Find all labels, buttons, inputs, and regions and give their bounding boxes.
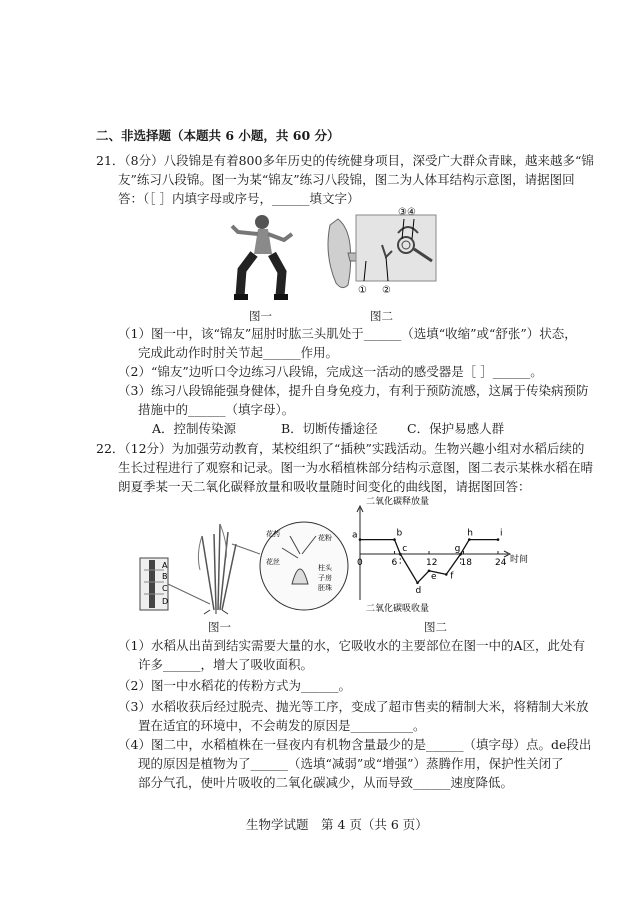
flower-label-pollen: 花粉: [318, 534, 332, 542]
chart-point-label-b: b: [396, 528, 403, 539]
q22-sub3-line2: 置在适宜的环境中，不会萌发的原因是__________。: [138, 718, 426, 733]
q22-sub4-line3: 部分气孔，使叶片吸收的二氧化碳减少，从而导致______速度降低。: [138, 775, 514, 790]
q22-fig1-caption: 图一: [208, 620, 231, 634]
chart-point-label-g: g: [454, 544, 461, 554]
root-label-d: D: [162, 597, 169, 606]
q21-sub1-line1: （1）图一中，该“锦友”屈肘时肱三头肌处于______（选填“收缩”或“舒张”）状态，: [118, 326, 577, 341]
q21-line3: 答：（［ ］内填字母或序号，______填文字）: [118, 191, 360, 206]
ear-label-1: ①: [358, 285, 367, 296]
q21-option-c: C．保护易感人群: [407, 421, 505, 436]
q22-sub4-line1: （4）图二中，水稻植株在一昼夜内有机物含量最少的是______（填字母）点。de段出: [118, 737, 592, 752]
q21-sub1-line2: 完成此动作时肘关节起______作用。: [138, 345, 339, 360]
chart-point-label-d: d: [415, 585, 422, 596]
chart-xlabel: 时间: [510, 555, 529, 565]
chart-axes: [357, 506, 510, 600]
chart-point-label-a: a: [352, 530, 358, 541]
q22-co2-chart: [350, 494, 538, 618]
chart-point-label-c: c: [402, 544, 408, 554]
q22-sub1-line2: 许多______，增大了吸收面积。: [138, 657, 314, 672]
chart-tick-label-24: 24: [495, 558, 507, 568]
q22-sub3-line1: （3）水稻收获后经过脱壳、抛光等工序，变成了超市售卖的精制大米，将精制大米放: [118, 699, 589, 714]
chart-point-h: [468, 538, 471, 541]
root-label-a: A: [162, 561, 168, 570]
q22-line3: 朗夏季某一天二氧化碳释放量和吸收量随时间变化的曲线图，请据图回答：: [118, 479, 531, 494]
chart-point-i: [497, 538, 500, 541]
root-label-c: C: [162, 584, 168, 593]
flower-label-stigma: 柱头: [318, 564, 332, 572]
q21-sub3-line1: （3）练习八段锦能强身健体，提升自身免疫力，有利于预防流感，这属于传染病预防: [118, 383, 589, 398]
q21-sub2: （2）“锦友”边听口令边练习八段锦，完成这一活动的感受器是［ ］______。: [118, 364, 543, 379]
q22-sub1-line1: （1）水稻从出苗到结实需要大量的水，它吸收水的主要部位在图一中的A区，此处有: [118, 638, 585, 653]
chart-point-label-h: h: [467, 528, 473, 539]
chart-point-f: [445, 573, 448, 576]
chart-point-label-f: f: [450, 571, 454, 582]
q21-fig1-caption: 图一: [249, 309, 272, 323]
chart-tick-label-18: 18: [460, 558, 472, 568]
chart-point-b: [393, 538, 396, 541]
chart-segment-fg: [446, 554, 460, 574]
q21-figure1-person: [228, 212, 300, 304]
q22-line1: 22．（12分）为加强劳动教育，某校组织了“插秧”实践活动。生物兴趣小组对水稻后续的: [96, 441, 585, 456]
section-title: 二、非选择题（本题共 6 小题，共 60 分）: [96, 128, 340, 143]
flower-label-anther: 花药: [266, 530, 280, 538]
chart-segment-de: [418, 571, 430, 583]
chart-tick-label-0: 0: [357, 558, 363, 568]
flower-label-ovary: 子房: [318, 574, 332, 582]
q21-option-b: B．切断传播途径: [281, 421, 378, 436]
chart-point-e: [428, 570, 431, 573]
q21-sub3-line2: 措施中的______（填字母）。: [138, 402, 295, 417]
q22-fig2-caption: 图二: [424, 620, 447, 634]
q21-line2: 友”练习八段锦。图一为某“锦友”练习八段锦，图二为人体耳结构示意图，请据图回: [118, 172, 575, 187]
root-label-b: B: [162, 572, 168, 581]
q22-figure1-rice-plant: [132, 514, 350, 616]
chart-ylabel-top: 二氧化碳释放量: [366, 497, 430, 507]
q21-figure2-ear: [322, 205, 440, 303]
chart-segment-cd: [400, 554, 417, 583]
chart-segment-gh: [461, 540, 470, 554]
flower-label-ovule: 胚珠: [318, 584, 332, 592]
page-footer: 生物学试题 第 4 页（共 6 页）: [246, 817, 428, 832]
q22-sub2: （2）图一中水稻花的传粉方式为______。: [118, 678, 351, 693]
q21-option-a: A．控制传染源: [152, 421, 237, 436]
chart-ylabel-bottom: 二氧化碳吸收量: [366, 604, 430, 614]
q22-line2: 生长过程进行了观察和记录。图一为水稻植株部分结构示意图，图二表示某株水稻在晴: [118, 460, 594, 475]
chart-point-d: [416, 582, 419, 585]
chart-tick-label-6: 6: [391, 558, 398, 568]
chart-point-a: [359, 538, 362, 541]
ear-label-3-4: ③④: [398, 207, 416, 218]
chart-point-label-e: e: [431, 571, 437, 582]
chart-point-label-i: i: [500, 528, 503, 539]
chart-point-c: [399, 553, 402, 556]
chart-tick-label-12: 12: [426, 558, 438, 568]
ear-label-2: ②: [382, 285, 391, 296]
flower-label-filament: 花丝: [266, 558, 280, 566]
q22-sub4-line2: 现的原因是植物为了______（选填“减弱”或“增强”）蒸腾作用，保护性关闭了: [138, 756, 564, 771]
q21-fig2-caption: 图二: [370, 309, 393, 323]
q21-line1: 21．（8分）八段锦是有着800多年历史的传统健身项目，深受广大群众青睐，越来越多“锦: [96, 153, 594, 168]
chart-segment-bc: [395, 540, 401, 554]
